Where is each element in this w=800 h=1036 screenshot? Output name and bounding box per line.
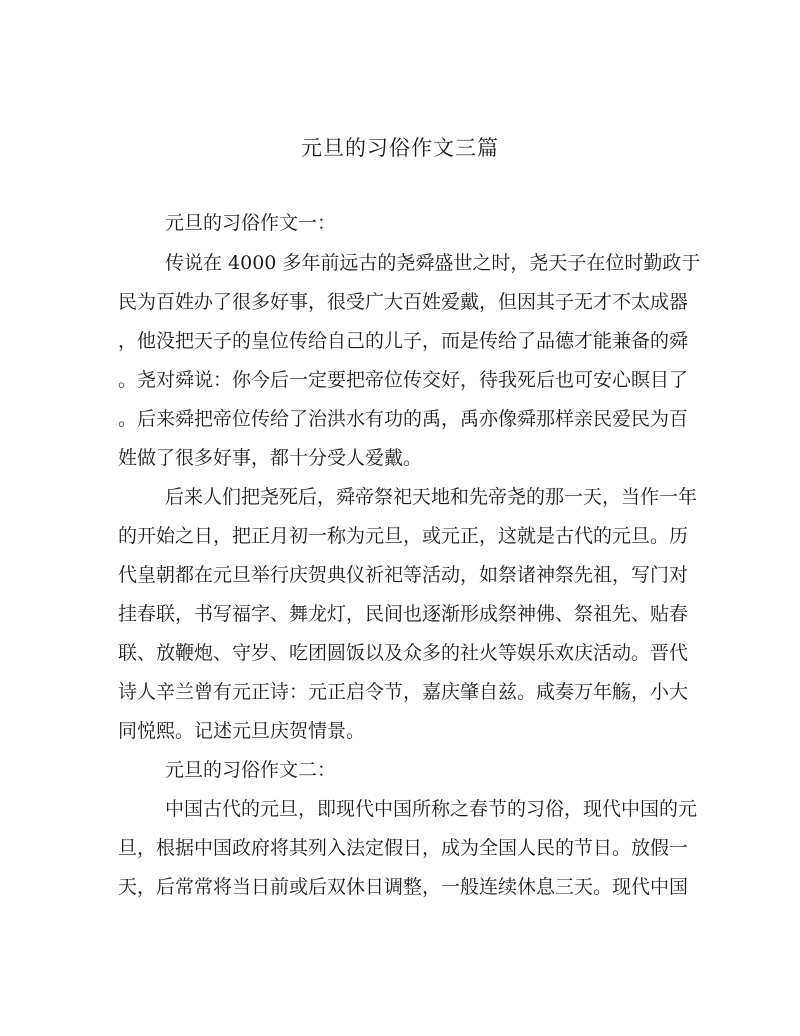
paragraph-line: 同悦熙。记述元旦庆贺情景。 [118, 720, 366, 742]
paragraph-line: 民为百姓办了很多好事，很受广大百姓爱戴，但因其子无才不太成器 [118, 291, 689, 313]
paragraph-line: 后来人们把尧死后，舜帝祭祀天地和先帝尧的那一天，当作一年 [165, 486, 698, 508]
section-heading-1: 元旦的习俗作文一： [165, 212, 337, 234]
paragraph-line: 中国古代的元旦，即现代中国所称之春节的习俗，现代中国的元 [165, 798, 698, 820]
paragraph-line: 挂春联，书写福字、舞龙灯，民间也逐渐形成祭神佛、祭祖先、贴春 [118, 603, 689, 625]
paragraph-line: 姓做了很多好事，都十分受人爱戴。 [118, 447, 423, 469]
document-title: 元旦的习俗作文三篇 [301, 136, 499, 160]
paragraph-line: 传说在 4000 多年前远古的尧舜盛世之时，尧天子在位时勤政于 [165, 252, 701, 274]
paragraph-line: 诗人辛兰曾有元正诗：元正启令节，嘉庆肇自兹。咸奏万年觞，小大 [118, 681, 689, 703]
paragraph-line: 联、放鞭炮、守岁、吃团圆饭以及众多的社火等娱乐欢庆活动。晋代 [118, 642, 689, 664]
paragraph-line: 。尧对舜说：你今后一定要把帝位传交好，待我死后也可安心瞑目了 [118, 369, 689, 391]
paragraph-line: 的开始之日，把正月初一称为元旦，或元正，这就是古代的元旦。历 [118, 525, 689, 547]
paragraph-line: 天，后常常将当日前或后双休日调整，一般连续休息三天。现代中国 [118, 876, 689, 898]
paragraph-line: 旦，根据中国政府将其列入法定假日，成为全国人民的节日。放假一 [118, 837, 689, 859]
paragraph-line: 代皇朝都在元旦举行庆贺典仪祈祀等活动，如祭诸神祭先祖，写门对 [118, 564, 689, 586]
paragraph-line: ，他没把天子的皇位传给自己的儿子，而是传给了品德才能兼备的舜 [118, 330, 689, 352]
paragraph-line: 。后来舜把帝位传给了治洪水有功的禹，禹亦像舜那样亲民爱民为百 [118, 408, 689, 430]
section-heading-2: 元旦的习俗作文二： [165, 759, 337, 781]
